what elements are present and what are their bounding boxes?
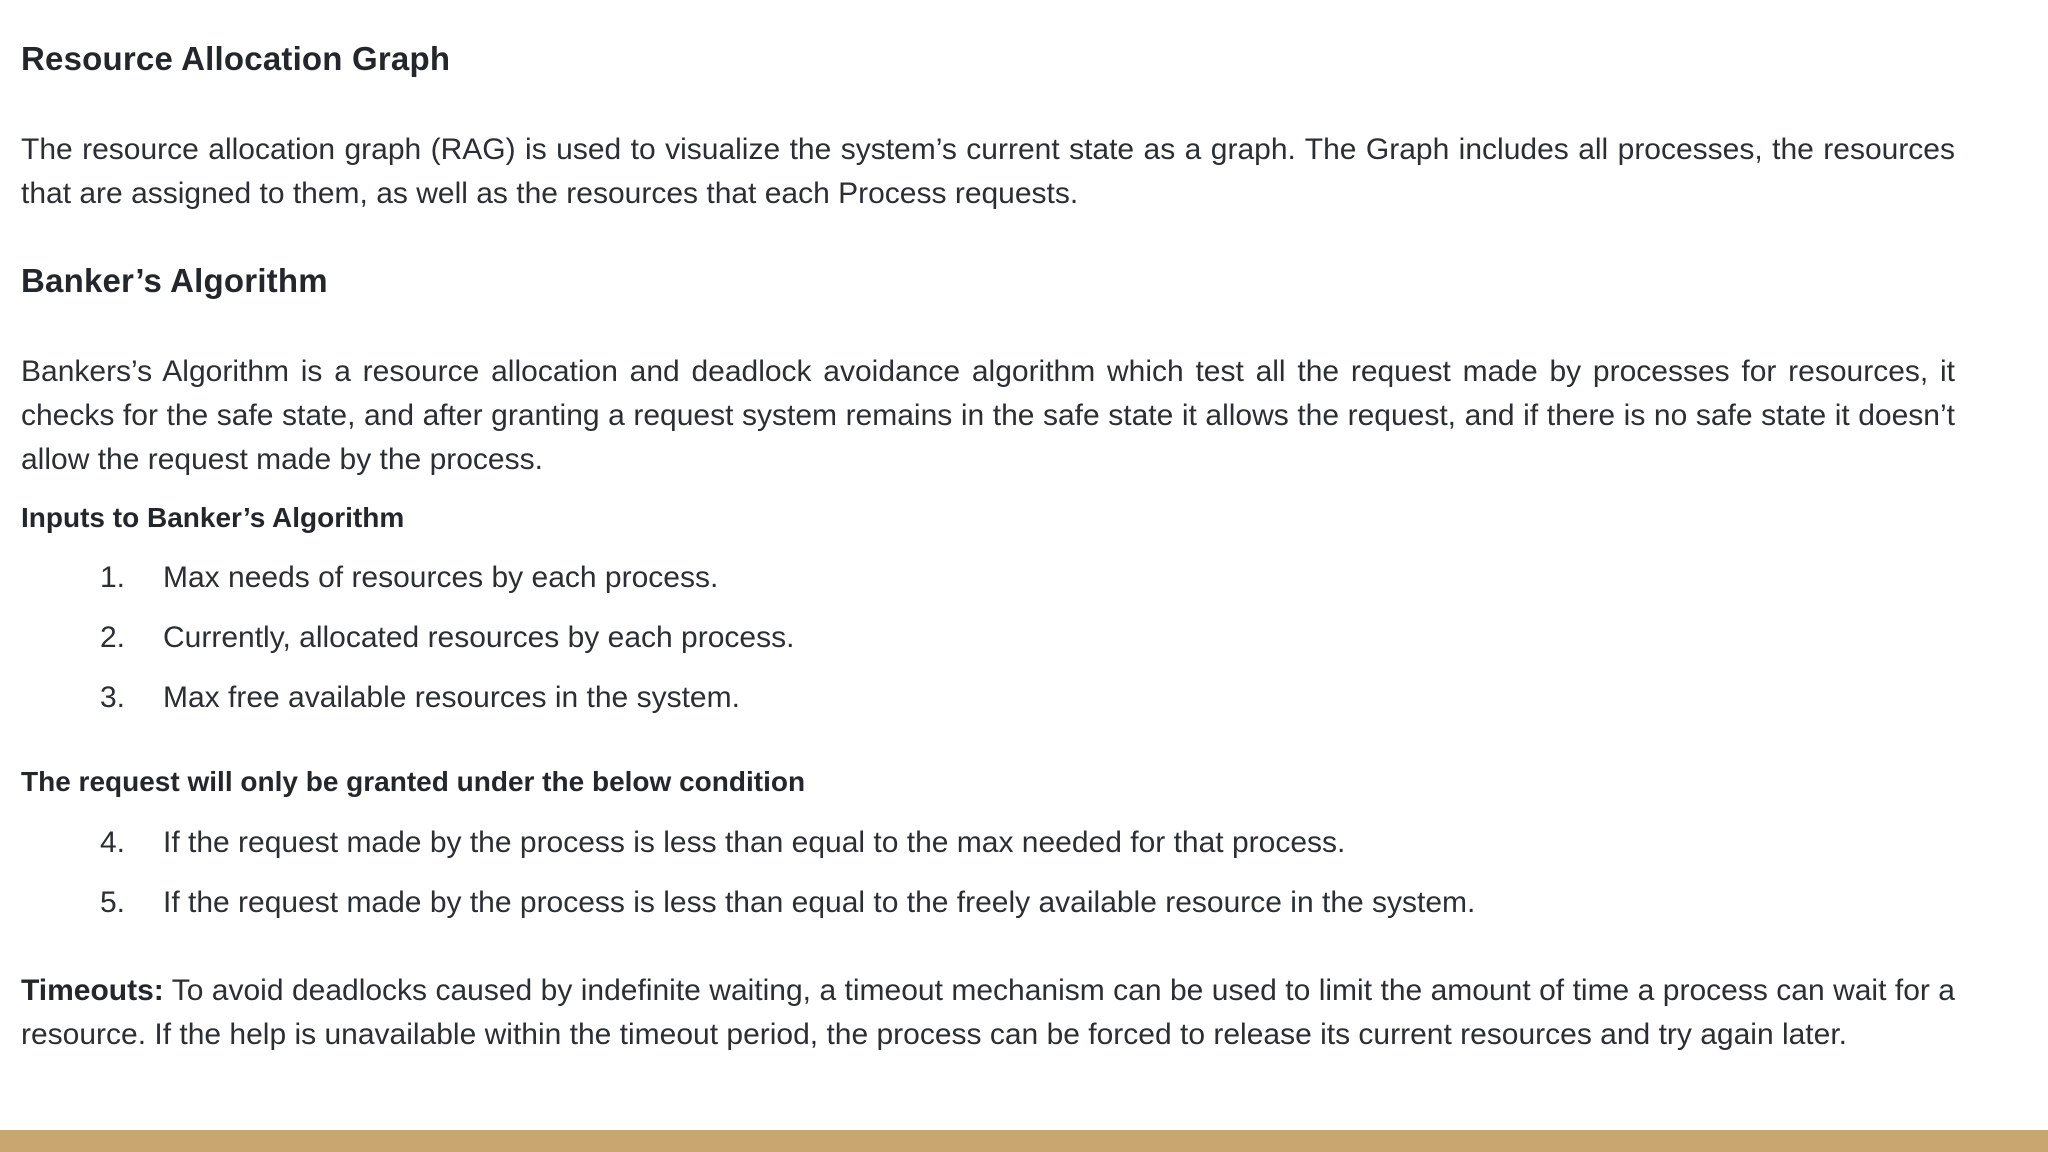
inputs-subheading: Inputs to Banker’s Algorithm — [21, 502, 405, 533]
timeouts-text: To avoid deadlocks caused by indefinite waiting, a timeout mechanism can be used to limit the amount of time a process can wait for a resource. If the help is unavailable within the timeout period, the process can be forced to release its current resources and try again later. — [21, 974, 1955, 1051]
list-item-text: If the request made by the process is less than equal to the freely available resource in the system. — [163, 886, 1476, 919]
list-item — [21, 678, 1921, 738]
list-item-text: Max needs of resources by each process. — [163, 561, 719, 594]
rag-paragraph: The resource allocation graph (RAG) is used to visualize the system’s current state as a graph. The Graph includes all processes, the resources that are assigned to them, as well as the resources that each Process requests. — [21, 133, 1955, 210]
list-item — [21, 558, 1921, 618]
list-item — [21, 823, 1921, 883]
list-item-number: 5. — [100, 886, 126, 919]
condition-subheading: The request will only be granted under the below condition — [21, 766, 806, 797]
timeouts-paragraph — [21, 969, 1955, 1057]
banker-paragraph: Bankers’s Algorithm is a resource allocation and deadlock avoidance algorithm which test all the request made by processes for resources, it checks for the safe state, and after granting a request system remains in the safe state it allows the request, and if there is no safe state it doesn’t allow the request made by the process. — [21, 355, 1955, 476]
list-item-text: If the request made by the process is less than equal to the max needed for that process. — [163, 826, 1346, 859]
inputs-list — [21, 558, 1921, 738]
list-item-text: Max free available resources in the system. — [163, 681, 740, 714]
list-item-number: 1. — [100, 561, 126, 594]
section-heading-rag: Resource Allocation Graph — [21, 40, 451, 77]
list-item-number: 3. — [100, 681, 126, 714]
list-item — [21, 618, 1921, 678]
list-item — [21, 883, 1921, 943]
section-heading-banker: Banker’s Algorithm — [21, 262, 328, 299]
timeouts-label: Timeouts: — [21, 974, 164, 1007]
list-item-text: Currently, allocated resources by each process. — [163, 621, 795, 654]
list-item-number: 4. — [100, 826, 126, 859]
footer-accent-bar — [0, 1130, 2048, 1152]
list-item-number: 2. — [100, 621, 126, 654]
condition-list — [21, 823, 1921, 943]
